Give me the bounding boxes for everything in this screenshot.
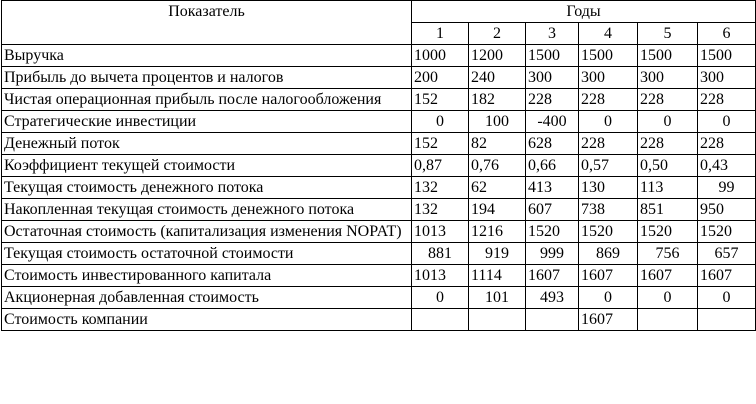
- cell-value: 82: [469, 133, 526, 155]
- cell-value: 100: [469, 111, 526, 133]
- cell-value: 132: [412, 177, 469, 199]
- cell-value: 1500: [579, 45, 638, 67]
- cell-value: 300: [638, 67, 698, 89]
- cell-value: 300: [698, 67, 756, 89]
- cell-value: 194: [469, 199, 526, 221]
- cell-value: 0: [579, 287, 638, 309]
- cell-value: 999: [526, 243, 579, 265]
- table-row: [2, 67, 756, 89]
- cell-value: 1200: [469, 45, 526, 67]
- cell-value: 152: [412, 89, 469, 111]
- cell-value: 0: [412, 287, 469, 309]
- cell-value: 228: [638, 133, 698, 155]
- cell-value: 99: [698, 177, 756, 199]
- cell-value: 1520: [526, 221, 579, 243]
- cell-value: 1500: [526, 45, 579, 67]
- row-label: Накопленная текущая стоимость денежного потока: [2, 199, 412, 221]
- row-label: Стоимость компании: [2, 309, 412, 331]
- cell-value: 0: [638, 111, 698, 133]
- cell-value: -400: [526, 111, 579, 133]
- cell-value: 0,87: [412, 155, 469, 177]
- row-label: Прибыль до вычета процентов и налогов: [2, 67, 412, 89]
- valuation-table: [1, 0, 756, 331]
- table-row: [2, 111, 756, 133]
- cell-value: 130: [579, 177, 638, 199]
- cell-value: 413: [526, 177, 579, 199]
- row-label: Текущая стоимость остаточной стоимости: [2, 243, 412, 265]
- cell-value: 300: [579, 67, 638, 89]
- cell-value: 869: [579, 243, 638, 265]
- cell-value: [698, 309, 756, 331]
- cell-value: [526, 309, 579, 331]
- cell-value: 0: [698, 111, 756, 133]
- cell-value: 228: [579, 133, 638, 155]
- cell-value: 919: [469, 243, 526, 265]
- cell-value: 300: [526, 67, 579, 89]
- cell-value: 182: [469, 89, 526, 111]
- year-1-header: 1: [412, 23, 469, 45]
- table-row: [2, 287, 756, 309]
- table-row: [2, 265, 756, 287]
- cell-value: 756: [638, 243, 698, 265]
- table-row: [2, 133, 756, 155]
- year-2-header: 2: [469, 23, 526, 45]
- cell-value: 0: [412, 111, 469, 133]
- cell-value: 851: [638, 199, 698, 221]
- cell-value: 228: [698, 89, 756, 111]
- table-row: [2, 309, 756, 331]
- cell-value: 240: [469, 67, 526, 89]
- cell-value: 228: [579, 89, 638, 111]
- header-row-top: [2, 1, 756, 23]
- table-row: [2, 89, 756, 111]
- cell-value: [638, 309, 698, 331]
- cell-value: 0: [579, 111, 638, 133]
- indicator-header: Показатель: [2, 1, 412, 45]
- cell-value: 132: [412, 199, 469, 221]
- row-label: Выручка: [2, 45, 412, 67]
- cell-value: 1013: [412, 221, 469, 243]
- year-3-header: 3: [526, 23, 579, 45]
- cell-value: 1000: [412, 45, 469, 67]
- cell-value: 1500: [638, 45, 698, 67]
- table-row: [2, 155, 756, 177]
- year-4-header: 4: [579, 23, 638, 45]
- table-row: [2, 199, 756, 221]
- cell-value: [469, 309, 526, 331]
- cell-value: 1520: [579, 221, 638, 243]
- cell-value: 1607: [579, 265, 638, 287]
- cell-value: 1013: [412, 265, 469, 287]
- cell-value: 101: [469, 287, 526, 309]
- year-6-header: 6: [698, 23, 756, 45]
- table-row: [2, 177, 756, 199]
- cell-value: 493: [526, 287, 579, 309]
- row-label: Остаточная стоимость (капитализация изменения NOPAT): [2, 221, 412, 243]
- cell-value: 228: [698, 133, 756, 155]
- cell-value: 228: [638, 89, 698, 111]
- cell-value: 62: [469, 177, 526, 199]
- cell-value: 0,66: [526, 155, 579, 177]
- row-label: Стоимость инвестированного капитала: [2, 265, 412, 287]
- cell-value: 1607: [698, 265, 756, 287]
- cell-value: 0,76: [469, 155, 526, 177]
- cell-value: 1500: [698, 45, 756, 67]
- cell-value: 152: [412, 133, 469, 155]
- cell-value: 628: [526, 133, 579, 155]
- cell-value: 200: [412, 67, 469, 89]
- cell-value: 1607: [526, 265, 579, 287]
- cell-value: 1216: [469, 221, 526, 243]
- cell-value: 1520: [698, 221, 756, 243]
- cell-value: 113: [638, 177, 698, 199]
- cell-value: 607: [526, 199, 579, 221]
- cell-value: 1607: [638, 265, 698, 287]
- row-label: Чистая операционная прибыль после налогообложения: [2, 89, 412, 111]
- cell-value: 738: [579, 199, 638, 221]
- cell-value: 950: [698, 199, 756, 221]
- cell-value: 657: [698, 243, 756, 265]
- table-row: [2, 221, 756, 243]
- row-label: Стратегические инвестиции: [2, 111, 412, 133]
- table-row: [2, 45, 756, 67]
- cell-value: 0,50: [638, 155, 698, 177]
- row-label: Акционерная добавленная стоимость: [2, 287, 412, 309]
- cell-value: 0,57: [579, 155, 638, 177]
- cell-value: 1114: [469, 265, 526, 287]
- years-header: Годы: [412, 1, 756, 23]
- cell-value: 228: [526, 89, 579, 111]
- cell-value: 1607: [579, 309, 638, 331]
- cell-value: 1520: [638, 221, 698, 243]
- cell-value: 881: [412, 243, 469, 265]
- cell-value: 0: [698, 287, 756, 309]
- cell-value: 0,43: [698, 155, 756, 177]
- cell-value: 0: [638, 287, 698, 309]
- row-label: Коэффициент текущей стоимости: [2, 155, 412, 177]
- row-label: Денежный поток: [2, 133, 412, 155]
- year-5-header: 5: [638, 23, 698, 45]
- table-row: [2, 243, 756, 265]
- cell-value: [412, 309, 469, 331]
- row-label: Текущая стоимость денежного потока: [2, 177, 412, 199]
